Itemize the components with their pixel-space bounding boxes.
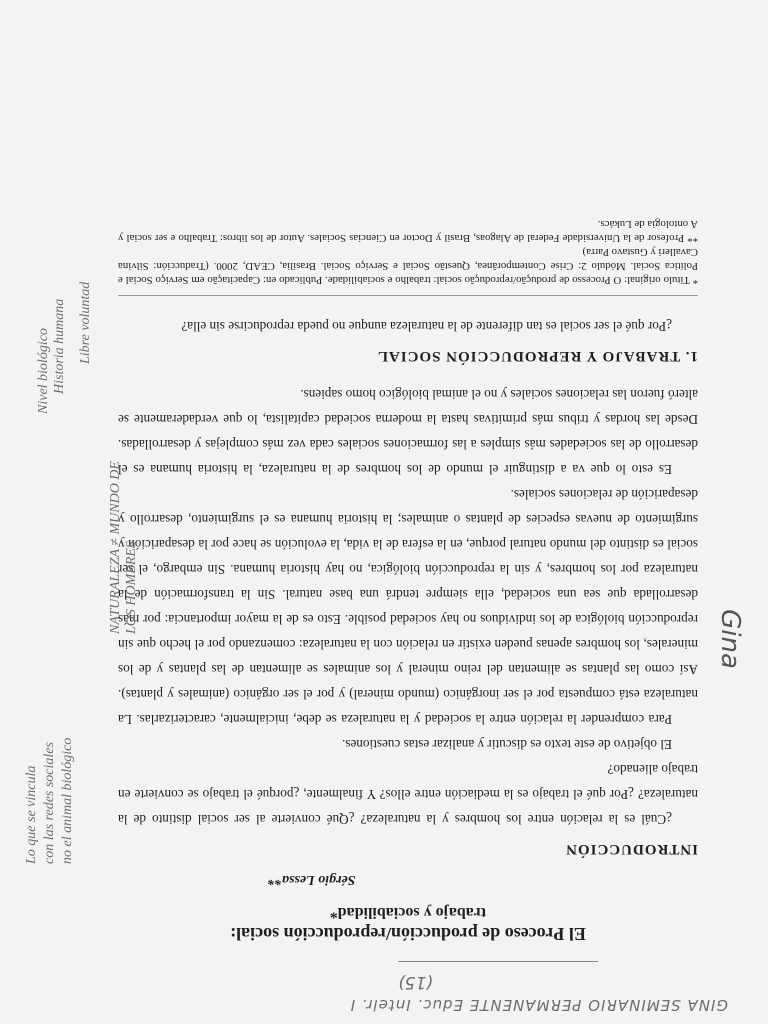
intro-paragraph-3: Para comprender la relación entre la sociedad y la naturaleza se debe, inicialmente, caracterizarlas. La naturaleza está compuesta por el ser inorgánico (mundo mineral) y por el ser orgánico (animales y plantas). Así como las plantas se alimentan del reino mineral y los animales se alimentan de las plantas y de los minerales, los hombres apenas pueden existir en relación con la naturaleza: comenzando por el hecho que sin reproducción biológica de los individuos no hay sociedad posible. Esto es de la mayor importancia: por más desarrollada que sea una sociedad, ella siempre tendrá una base natural. Sin la transformación de la naturaleza por los hombres, y sin la reproducción biológica, no hay historia humana. Sin embargo, el ser social es distinto del mundo natural porque, en la esfera de la vida, la evolución se hace por la desaparición y surgimiento de nuevas especies de plantas o animales; la historia humana es el surgimiento, desarrollo y desaparición de relaciones sociales. xyxy=(118,487,698,727)
margin-note-8: Libre voluntad xyxy=(78,281,93,364)
margin-note-7: Historia humana xyxy=(52,298,67,394)
title-rule xyxy=(398,961,598,962)
margin-note-6: Nivel biológico xyxy=(36,328,51,414)
author-name: Sérgio Lessa** xyxy=(268,872,356,887)
footnotes xyxy=(118,217,698,296)
footnote-2: ** Profesor de la Universidade Federal de Alagoas, Brasil y Doctor en Ciencias Sociales. Autor de los libros: Trabalho e ser social y A ontologia de Lukács. xyxy=(118,218,698,244)
intro-paragraph-1: ¿Cuál es la relación entre los hombres y la naturaleza? ¿Qué convierte al ser social distinto de la naturaleza? ¿Por qué el trabajo es la mediación entre ellos? Y finalmente, ¿porqué el trabajo se convierte en trabajo alienado? xyxy=(118,762,698,827)
handwritten-signature: Gina xyxy=(715,609,746,669)
intro-paragraph-4: Es esto lo que va a distinguir el mundo de los hombres de la naturaleza, la historia humana es el desarrollo de las sociedades más simples a las formaciones sociales cada vez más complejas y desarrolladas. Desde las hordas y tribus más primitivas hasta la moderna sociedad capitalista, lo que verdaderamente se alteró fueron las relaciones sociales y no el animal biológico homo sapiens. xyxy=(118,387,698,477)
document-subtitle: trabajo y sociabilidad* xyxy=(329,904,487,921)
margin-note-1: Lo que se vincula xyxy=(24,765,39,864)
footnote-1: * Título original: O Processo de produção/reprodução social: trabalho e sociabilidade. Publicado en: Capacitação em Serviço Social e Política Social. Módulo 2: Crise Contemporânea, Questão Social e Serviço Social. Brasília, CEAD, 2000. (Traducción: Silvina Cavalleri y Gustavo Parra) xyxy=(118,246,698,286)
margin-note-4: NATURALEZA ≠ MUNDO DE xyxy=(108,461,123,634)
margin-note-3: no el animal biológico xyxy=(60,737,75,864)
margin-note-5: LOS HOMBRES xyxy=(124,541,139,634)
section-1-paragraph-1: ¿Por qué el ser social es tan diferente de la naturaleza aunque no pueda reproducirse sin ella? xyxy=(181,319,672,334)
handwritten-header: GINA SEMINARIO PERMANENTE Educ. Intelr. I xyxy=(349,996,728,1014)
document-body xyxy=(118,217,698,944)
intro-paragraph-2: El objetivo de este texto es discutir y analizar estas cuestiones. xyxy=(342,737,672,752)
document-title: El Proceso de producción/reproducción social: xyxy=(230,924,586,944)
section-1-heading: 1. TRABAJO Y REPRODUCCIÓN SOCIAL xyxy=(376,348,698,364)
intro-heading: INTRODUCCIÓN xyxy=(565,841,698,857)
margin-notes xyxy=(18,264,148,864)
margin-note-2: con las redes sociales xyxy=(42,742,57,864)
handwritten-page-number: (15) xyxy=(398,972,433,992)
